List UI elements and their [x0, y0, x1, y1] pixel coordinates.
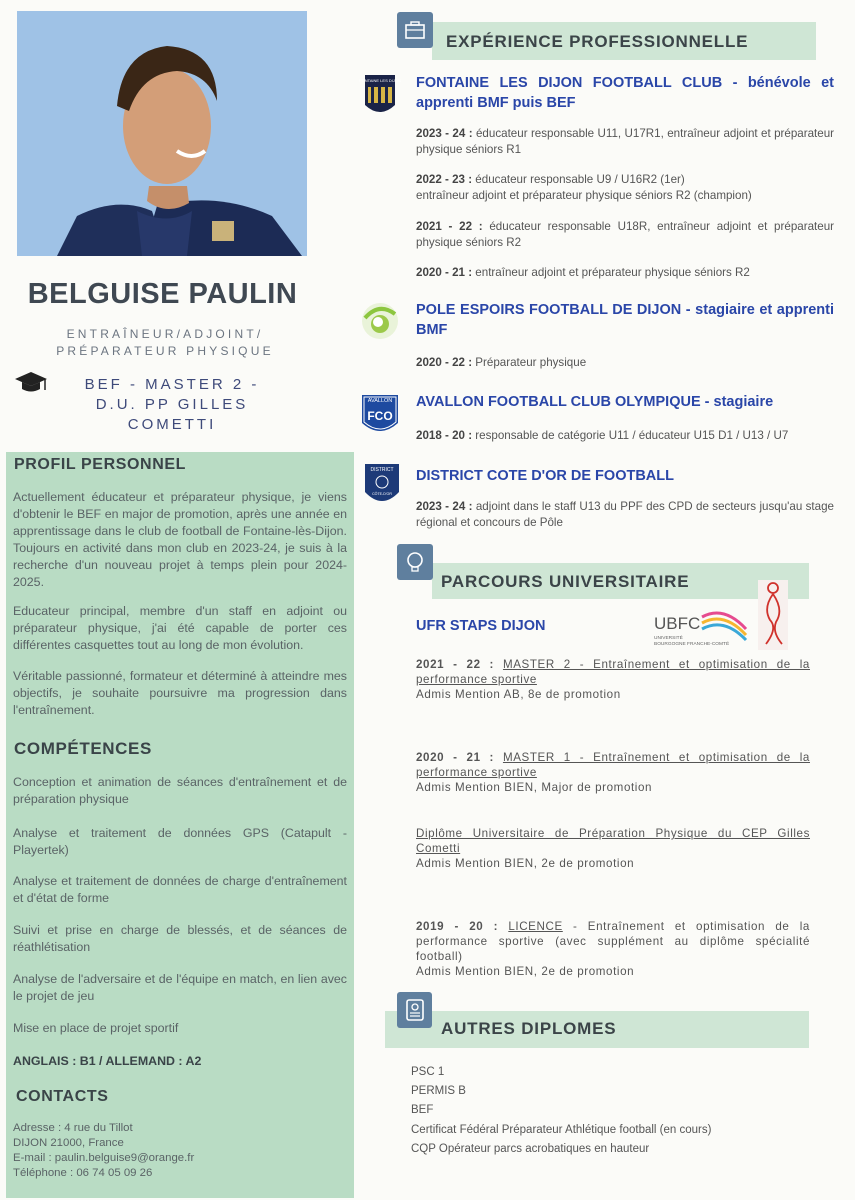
languages: ANGLAIS : B1 / ALLEMAND : A2 — [13, 1054, 202, 1068]
left-column — [0, 0, 362, 1200]
district-entry-1 — [416, 499, 834, 531]
entry-text: éducateur responsable U11, U17R1, entraîneur adjoint et préparateur physique séniors R1 — [416, 127, 835, 156]
degrees-line-1: BEF - MASTER 2 - — [84, 376, 260, 393]
entry-year: 2020 - 21 : — [416, 751, 495, 764]
degree-mention: Admis Mention BIEN, 2e de promotion — [416, 857, 635, 870]
entry-year: 2023 - 24 : — [416, 500, 473, 513]
diploma-item: Certificat Fédéral Préparateur Athlétique football (en cours) — [411, 1124, 712, 1136]
contact-phone[interactable]: Téléphone : 06 74 05 09 26 — [13, 1167, 153, 1179]
lightbulb-icon — [397, 544, 433, 580]
degree-mention: Admis Mention AB, 8e de promotion — [416, 688, 621, 701]
master1-entry — [416, 750, 810, 795]
fontaine-entry-4 — [416, 265, 834, 281]
ubfc-logo — [654, 607, 749, 651]
entry-text: responsable de catégorie U11 / éducateur U15 D1 / U13 / U7 — [472, 429, 789, 442]
ubfc-logo-sub1: UNIVERSITÉ — [654, 636, 683, 641]
pole-espoirs-logo — [359, 300, 401, 342]
entry-text: entraîneur adjoint et préparateur physique séniors R2 — [472, 266, 750, 279]
diploma-item: PSC 1 — [411, 1066, 445, 1078]
pole-title: POLE ESPOIRS FOOTBALL DE DIJON - stagiaire et apprenti BMF — [416, 302, 834, 338]
fontaine-club-logo — [359, 73, 401, 121]
contact-address: Adresse : 4 rue du Tillot — [13, 1122, 133, 1134]
fontaine-title: FONTAINE LES DIJON FOOTBALL CLUB - bénévole et apprenti BMF puis BEF — [416, 75, 834, 111]
entry-year: 2021 - 22 : — [416, 220, 483, 233]
fontaine-logo-text: FONTAINE LES DIJON — [359, 78, 401, 83]
licence-entry — [416, 919, 810, 979]
entry-text: entraîneur adjoint et préparateur physique séniors R2 (champion) — [416, 189, 752, 202]
district-logo-bottom: CÔTE-D'OR — [372, 492, 392, 496]
ubfc-logo-text: UBFC — [654, 614, 701, 633]
entry-year: 2023 - 24 : — [416, 127, 473, 140]
experience-title: EXPÉRIENCE PROFESSIONNELLE — [446, 32, 749, 51]
competence-item: Analyse et traitement de données GPS (Catapult - Playertek) — [13, 826, 347, 857]
ufr-school-name: UFR STAPS DIJON — [416, 618, 546, 634]
staps-logo — [758, 580, 788, 650]
degrees-line-2: D.U. PP GILLES — [95, 396, 249, 413]
entry-text: adjoint dans le staff U13 du PPF des CPD de secteurs jusqu'au stage régional et concours de Pôle — [416, 500, 834, 529]
competences-title: COMPÉTENCES — [14, 739, 152, 758]
degree-title: MASTER 2 - Entraînement et optimisation de la performance sportive — [416, 658, 810, 686]
district-logo-top: DISTRICT — [370, 467, 394, 473]
diploma-item: PERMIS B — [411, 1085, 466, 1097]
profil-paragraph-1: Actuellement éducateur et préparateur physique, je viens d'obtenir le BEF en major de promotion, après une année en apprentissage dans le club de football de Fontaine-lès-Dijon. Toujours en activité dans mon club en 2023-24, je suis à la recherche d'un nouveau projet à temps plein pour 2024-2025. — [13, 490, 347, 589]
avallon-logo-top: AVALLON — [367, 398, 393, 404]
competence-item: Mise en place de projet sportif — [13, 1021, 179, 1035]
degree-mention: Admis Mention BIEN, 2e de promotion — [416, 965, 635, 978]
contact-email[interactable]: E-mail : paulin.belguise9@orange.fr — [13, 1152, 195, 1164]
entry-year: 2021 - 22 : — [416, 658, 495, 671]
du-entry — [416, 826, 810, 871]
fontaine-entry-3 — [416, 219, 834, 251]
entry-year: 2019 - 20 : — [416, 920, 499, 933]
competence-item: Analyse et traitement de données de charge d'entraînement et d'état de forme — [13, 874, 347, 905]
job-title-line-2: PRÉPARATEUR PHYSIQUE — [56, 344, 274, 358]
profil-paragraph-3: Véritable passionné, formateur et déterminé à atteindre mes objectifs, je souhaite poursuivre ma progression dans l'entraînement. — [13, 669, 347, 717]
avallon-title: AVALLON FOOTBALL CLUB OLYMPIQUE - stagiaire — [416, 394, 774, 410]
diploma-icon — [397, 992, 432, 1028]
district-title: DISTRICT COTE D'OR DE FOOTBALL — [416, 468, 674, 484]
ubfc-logo-sub2: BOURGOGNE FRANCHE-COMTÉ — [654, 642, 730, 647]
fontaine-entry-2 — [416, 172, 834, 204]
degree-title: Diplôme Universitaire de Préparation Physique du CEP Gilles Cometti — [416, 827, 810, 855]
profil-title: PROFIL PERSONNEL — [14, 456, 186, 473]
diploma-item: BEF — [411, 1104, 434, 1116]
degrees-line-3: COMETTI — [127, 416, 217, 433]
contact-block — [13, 1121, 347, 1181]
degrees-summary — [42, 375, 302, 435]
profil-paragraph-2: Educateur principal, membre d'un staff en adjoint ou préparateur physique, j'ai été capable de porter ces différentes casquettes tout au long de mon évolution. — [13, 604, 347, 652]
job-title-line-1: ENTRAÎNEUR/ADJOINT/ — [66, 327, 264, 341]
district-logo — [363, 462, 401, 510]
briefcase-icon — [397, 12, 433, 48]
contact-city: DIJON 21000, France — [13, 1137, 124, 1149]
contacts-title: CONTACTS — [16, 1088, 109, 1105]
job-title — [10, 326, 320, 360]
parcours-title: PARCOURS UNIVERSITAIRE — [441, 572, 690, 591]
entry-year: 2020 - 21 : — [416, 266, 473, 279]
degree-mention: Admis Mention BIEN, Major de promotion — [416, 781, 653, 794]
competence-item: Conception et animation de séances d'entraînement et de préparation physique — [13, 775, 347, 806]
person-name: BELGUISE PAULIN — [27, 278, 298, 310]
diploma-item: CQP Opérateur parcs acrobatiques en hauteur — [411, 1143, 650, 1155]
competence-item: Suivi et prise en charge de blessés, et de séances de réathlétisation — [13, 923, 347, 954]
master2-entry — [416, 657, 810, 702]
degree-title: LICENCE — [508, 920, 563, 933]
profile-photo — [17, 11, 307, 256]
degree-detail: - Entraînement et optimisation de la performance sportive (avec supplément au diplôme spécialité football) — [416, 920, 810, 963]
fontaine-entry-1 — [416, 126, 834, 158]
autres-title: AUTRES DIPLOMES — [441, 1019, 617, 1038]
entry-year: 2022 - 23 : — [416, 173, 473, 186]
avallon-entry-1 — [416, 428, 834, 444]
avallon-logo-main: FCO — [367, 409, 393, 423]
entry-text: Préparateur physique — [472, 356, 587, 369]
entry-year: 2020 - 22 : — [416, 356, 473, 369]
entry-year: 2018 - 20 : — [416, 429, 473, 442]
entry-text: éducateur responsable U18R, entraîneur adjoint et préparateur physique séniors R2 — [416, 220, 834, 249]
competence-item: Analyse de l'adversaire et de l'équipe en match, en lien avec le projet de jeu — [13, 972, 347, 1003]
entry-text: éducateur responsable U9 / U16R2 (1er) — [472, 173, 685, 186]
avallon-club-logo — [360, 393, 400, 439]
pole-entry-1 — [416, 355, 834, 371]
degree-title: MASTER 1 - Entraînement et optimisation de la performance sportive — [416, 751, 810, 779]
